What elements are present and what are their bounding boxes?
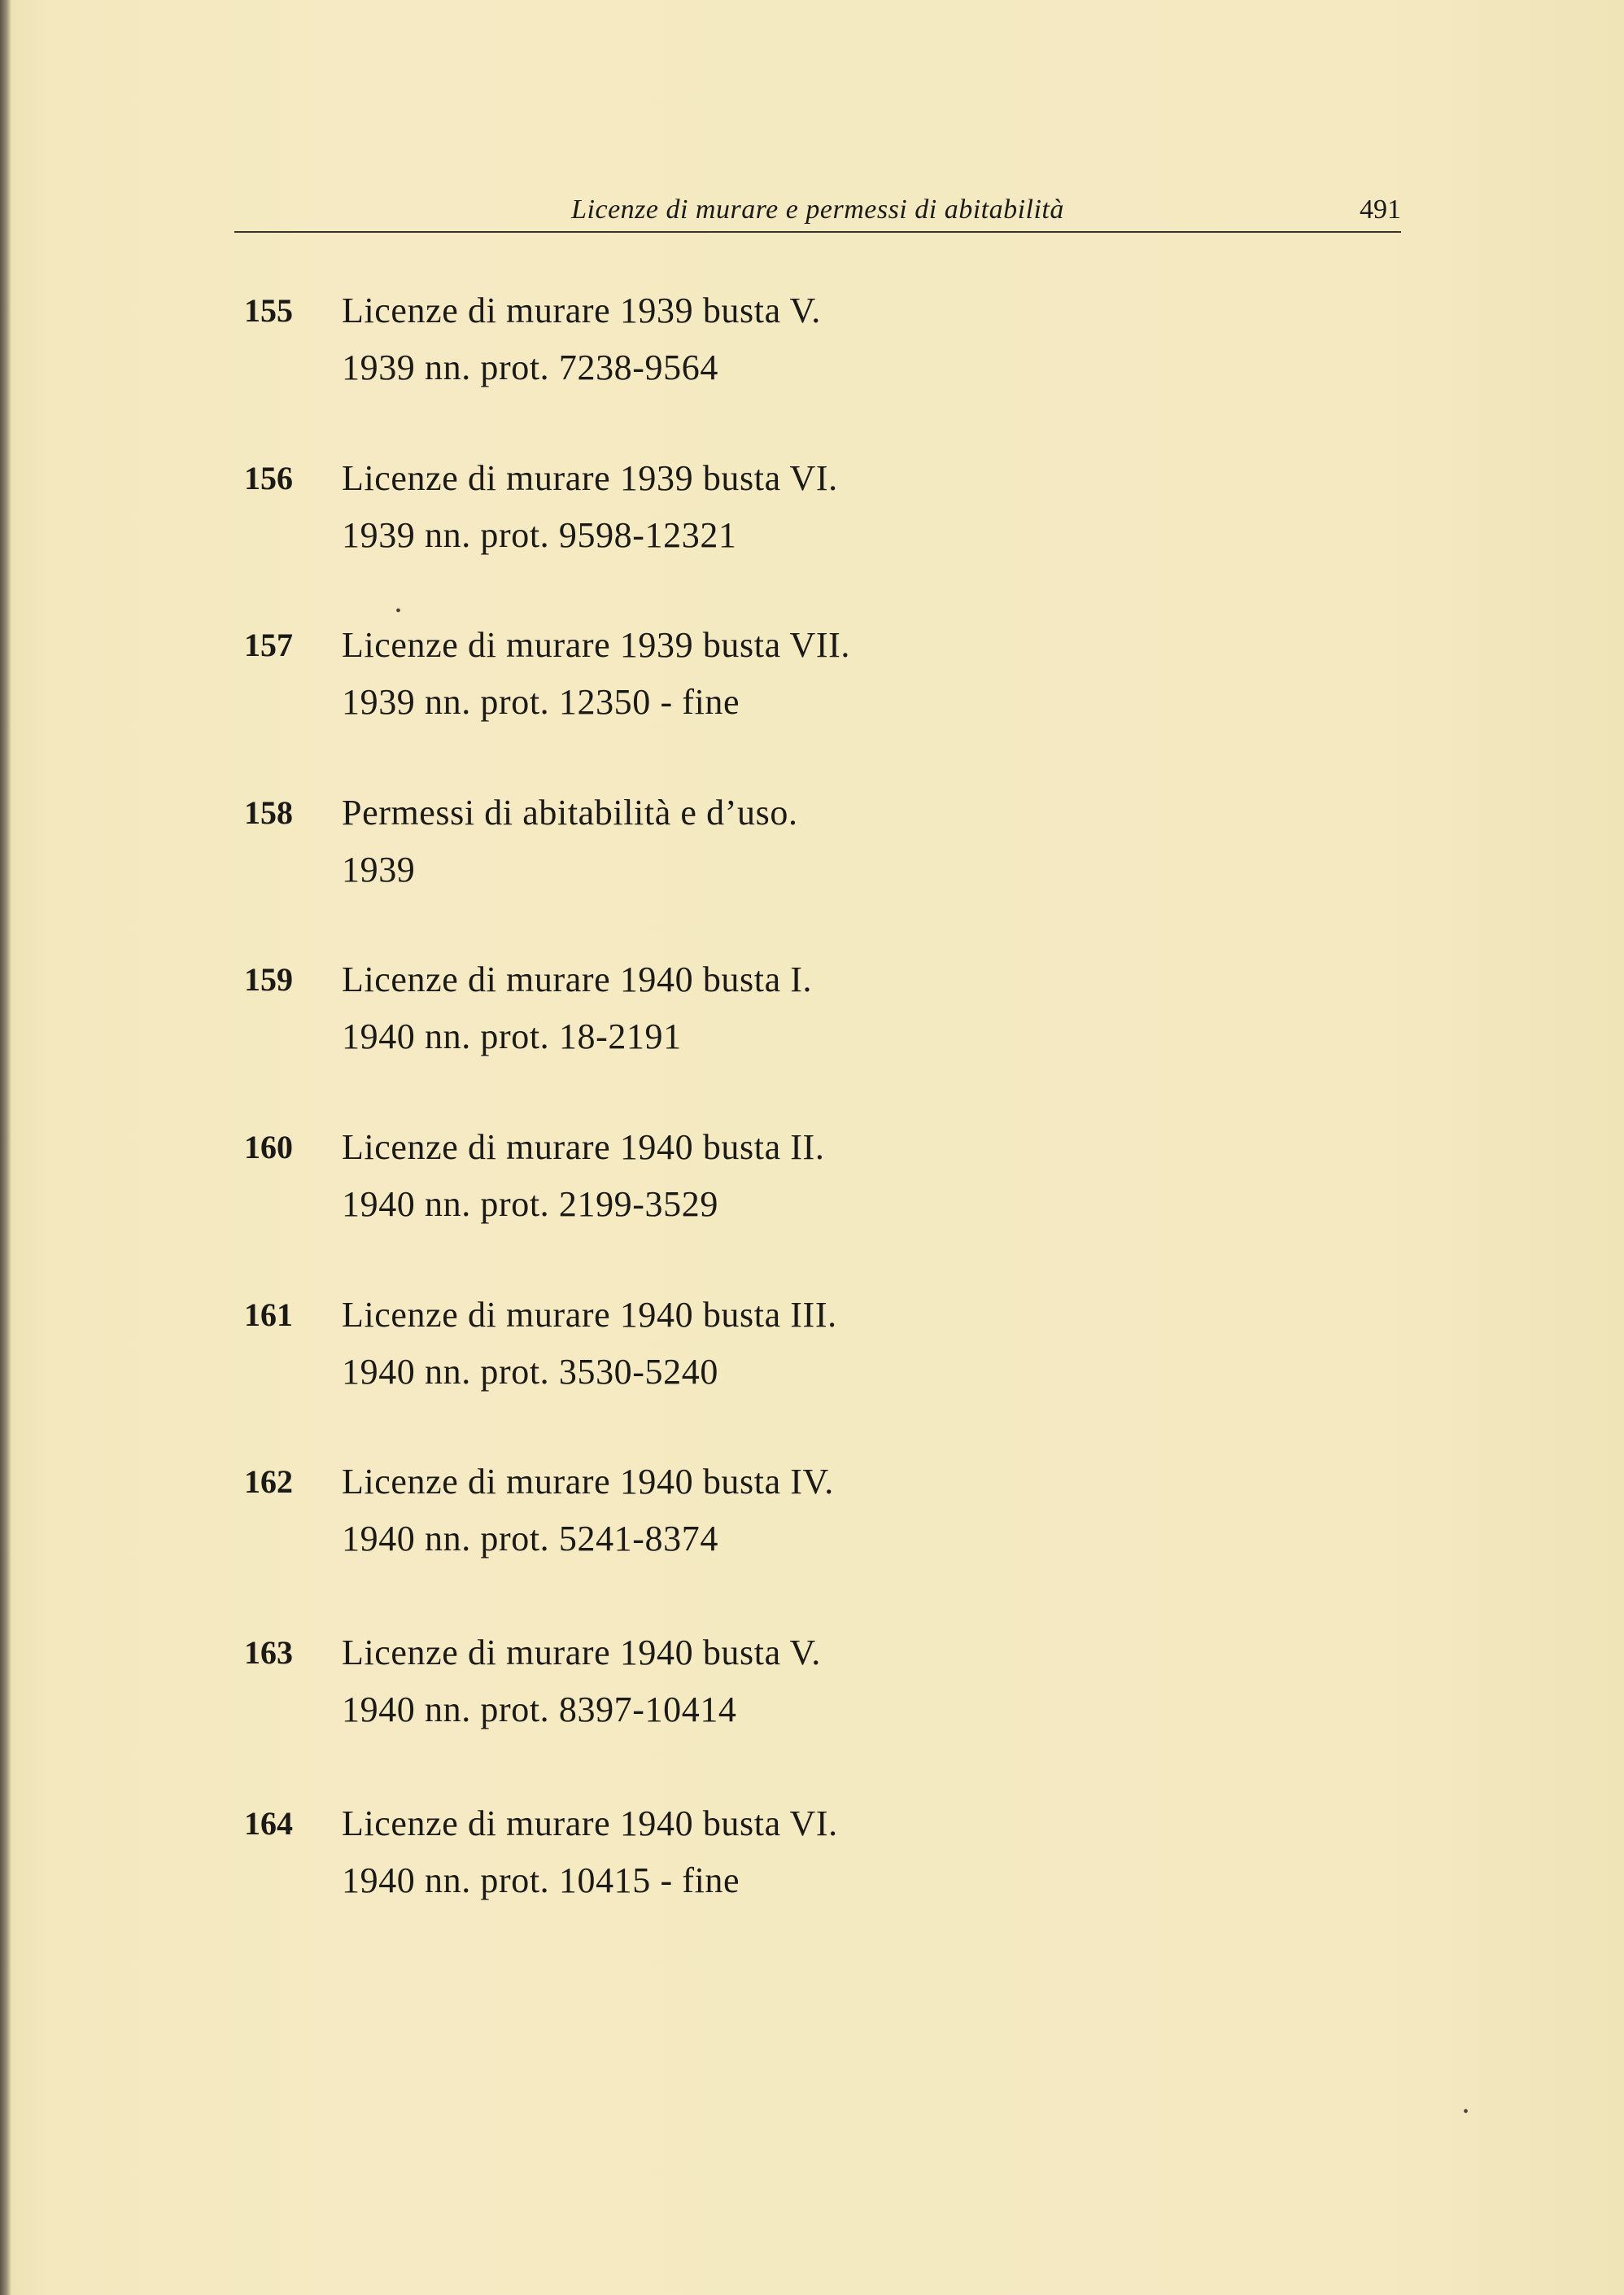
- list-item: [244, 1628, 1220, 1751]
- entry-detail: 1939 nn. prot. 9598-12321: [342, 515, 737, 555]
- entry-number: 160: [244, 1129, 293, 1165]
- entry-number: 162: [244, 1463, 293, 1500]
- entry-detail: 1940 nn. prot. 18-2191: [342, 1016, 682, 1056]
- entry-number: 159: [244, 961, 293, 998]
- entry-number: 155: [244, 292, 293, 329]
- entry-title: Licenze di murare 1940 busta I.: [342, 960, 813, 999]
- entry-title: Licenze di murare 1940 busta III.: [342, 1295, 837, 1335]
- running-title: Licenze di murare e permessi di abitabilità: [571, 195, 1064, 225]
- list-item: [244, 955, 1220, 1078]
- list-item: [244, 789, 1220, 911]
- entry-number: 156: [244, 460, 293, 496]
- entry-number: 157: [244, 627, 293, 663]
- entry-detail: 1940 nn. prot. 8397-10414: [342, 1690, 737, 1729]
- list-item: [244, 1123, 1220, 1245]
- entry-title: Licenze di murare 1939 busta V.: [342, 291, 821, 330]
- ink-speck: •: [395, 602, 402, 620]
- entry-detail: 1939 nn. prot. 7238-9564: [342, 348, 718, 387]
- entry-number: 161: [244, 1296, 293, 1333]
- entry-title: Licenze di murare 1939 busta VI.: [342, 458, 838, 498]
- entry-title: Licenze di murare 1940 busta VI.: [342, 1803, 838, 1843]
- entry-title: Licenze di murare 1940 busta II.: [342, 1127, 825, 1167]
- entry-detail: 1940 nn. prot. 2199-3529: [342, 1184, 718, 1224]
- entry-number: 164: [244, 1805, 293, 1842]
- list-item: [244, 286, 1220, 409]
- entry-title: Licenze di murare 1940 busta V.: [342, 1633, 821, 1672]
- entry-detail: 1939: [342, 850, 416, 890]
- entry-number: 158: [244, 794, 293, 831]
- entry-detail: 1940 nn. prot. 10415 - fine: [342, 1860, 740, 1900]
- entry-detail: 1939 nn. prot. 12350 - fine: [342, 682, 740, 722]
- list-item: [244, 621, 1220, 743]
- entry-title: Licenze di murare 1940 busta IV.: [342, 1462, 834, 1502]
- list-item: [244, 1291, 1220, 1413]
- list-item: [244, 1799, 1220, 1921]
- entry-detail: 1940 nn. prot. 5241-8374: [342, 1519, 718, 1558]
- list-item: [244, 454, 1220, 576]
- page-number: 491: [1360, 195, 1401, 225]
- entry-title: Permessi di abitabilità e d’uso.: [342, 793, 798, 833]
- entry-detail: 1940 nn. prot. 3530-5240: [342, 1352, 718, 1392]
- entry-title: Licenze di murare 1939 busta VII.: [342, 625, 850, 665]
- entry-number: 163: [244, 1634, 293, 1671]
- list-item: [244, 1458, 1220, 1580]
- ink-speck: •: [1463, 2103, 1469, 2121]
